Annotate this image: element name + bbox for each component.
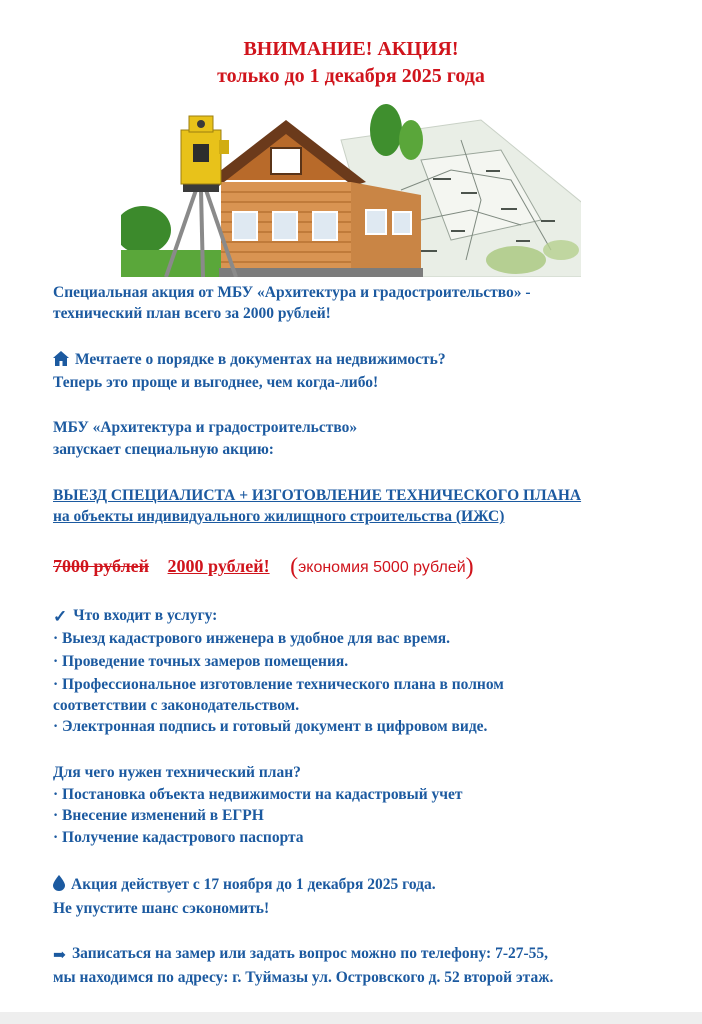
saving-text: экономия 5000 рублей [298,559,466,576]
dream-line-1 [53,350,446,370]
period-text-1: Акция действует с 17 ноября до 1 декабря 2025 года. [71,876,436,893]
included-item: · Профессиональное изготовление технического плана в полном [53,676,504,693]
price-row [53,553,474,581]
included-item: · Выезд кадастрового инженера в удобное для вас время. [53,630,451,647]
purpose-heading: Для чего нужен технический план? [53,764,301,781]
intro-line-1: Специальная акция от МБУ «Архитектура и градостроительство» - [53,284,531,301]
purpose-item: · Получение кадастрового паспорта [53,829,304,846]
offer-line-2: на объекты индивидуального жилищного строительства (ИЖС) [53,508,505,525]
org-line-1: МБУ «Архитектура и градостроительство» [53,419,358,436]
dream-text-1: Мечтаете о порядке в документах на недвижимость? [75,351,446,368]
arrow-right-icon: ➡ [53,947,66,964]
contact-line-2: мы находимся по адресу: г. Туймазы ул. Островского д. 52 второй этаж. [53,969,554,986]
flyer-title: ВНИМАНИЕ! АКЦИЯ! [243,38,459,60]
flyer-subtitle: только до 1 декабря 2025 года [217,65,485,87]
included-item: · Проведение точных замеров помещения. [53,653,349,670]
included-item: соответствии с законодательством. [53,697,300,714]
org-line-2: запускает специальную акцию: [53,441,274,458]
house-icon [53,351,69,366]
purpose-item: · Внесение изменений в ЕГРН [53,807,264,824]
period-line-2: Не упустите шанс сэкономить! [53,900,270,917]
offer-line-1: ВЫЕЗД СПЕЦИАЛИСТА + ИЗГОТОВЛЕНИЕ ТЕХНИЧЕСКОГО ПЛАНА [53,487,582,504]
intro-line-2: технический план всего за 2000 рублей! [53,305,331,322]
hero-illustration [121,100,581,277]
checkmark-icon: ✓ [53,607,68,626]
contact-text-1: Записаться на замер или задать вопрос можно по телефону: 7-27-55, [72,945,549,962]
included-heading [53,606,217,627]
purpose-item: · Постановка объекта недвижимости на кадастровый учет [53,786,463,803]
bottom-band [0,1012,702,1024]
period-line-1 [53,875,436,895]
contact-line-1 [53,944,548,966]
saving-note: (экономия 5000 рублей) [290,554,474,580]
included-item: · Электронная подпись и готовый документ в цифровом виде. [53,718,488,735]
new-price: 2000 рублей! [167,556,270,576]
dream-line-2: Теперь это проще и выгоднее, чем когда-либо! [53,374,379,391]
included-heading-text: Что входит в услугу: [73,607,218,624]
old-price: 7000 рублей [53,556,150,576]
droplet-icon [53,875,65,891]
